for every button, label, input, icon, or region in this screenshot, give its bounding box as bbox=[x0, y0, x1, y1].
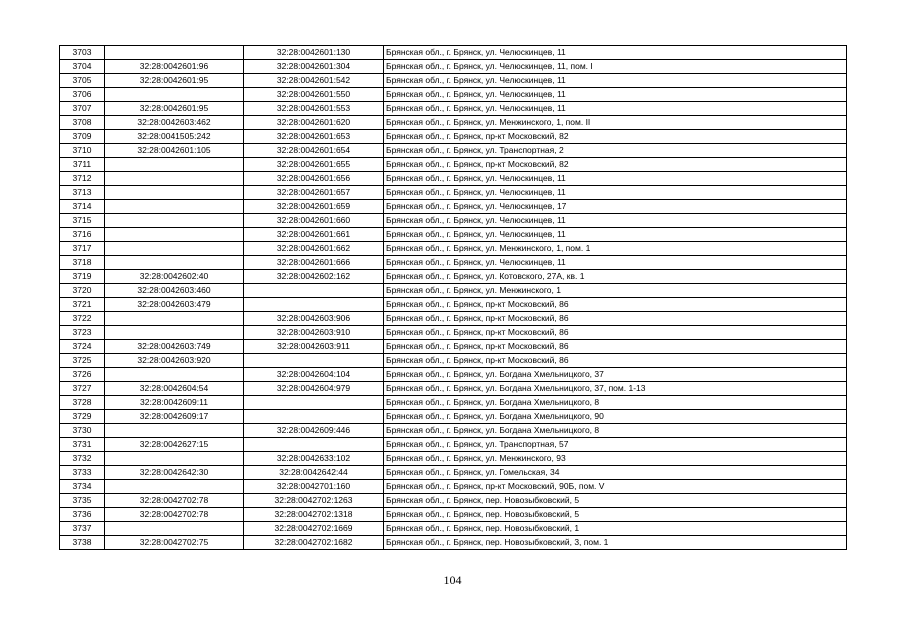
table-row bbox=[60, 480, 847, 494]
new-cadastral-number-cell bbox=[244, 298, 384, 312]
row-number-cell: 3713 bbox=[60, 186, 105, 200]
row-number-cell: 3714 bbox=[60, 200, 105, 214]
row-number-cell: 3722 bbox=[60, 312, 105, 326]
address-cell: Брянская обл., г. Брянск, пер. Новозыбковский, 5 bbox=[384, 508, 847, 522]
table-row bbox=[60, 88, 847, 102]
address-cell: Брянская обл., г. Брянск, ул. Богдана Хмельницкого, 8 bbox=[384, 396, 847, 410]
new-cadastral-number-cell: 32:28:0042702:1318 bbox=[244, 508, 384, 522]
old-cadastral-number-cell bbox=[105, 186, 244, 200]
address-cell: Брянская обл., г. Брянск, ул. Челюскинцев, 11 bbox=[384, 88, 847, 102]
new-cadastral-number-cell: 32:28:0042601:654 bbox=[244, 144, 384, 158]
table-row bbox=[60, 284, 847, 298]
row-number-cell: 3729 bbox=[60, 410, 105, 424]
new-cadastral-number-cell: 32:28:0042601:661 bbox=[244, 228, 384, 242]
old-cadastral-number-cell bbox=[105, 480, 244, 494]
table-row bbox=[60, 494, 847, 508]
row-number-cell: 3720 bbox=[60, 284, 105, 298]
new-cadastral-number-cell: 32:28:0042601:659 bbox=[244, 200, 384, 214]
old-cadastral-number-cell: 32:28:0042642:30 bbox=[105, 466, 244, 480]
row-number-cell: 3728 bbox=[60, 396, 105, 410]
old-cadastral-number-cell: 32:28:0042702:78 bbox=[105, 508, 244, 522]
row-number-cell: 3706 bbox=[60, 88, 105, 102]
row-number-cell: 3705 bbox=[60, 74, 105, 88]
table-row bbox=[60, 326, 847, 340]
address-cell: Брянская обл., г. Брянск, ул. Челюскинцев, 11 bbox=[384, 172, 847, 186]
old-cadastral-number-cell: 32:28:0041505:242 bbox=[105, 130, 244, 144]
row-number-cell: 3738 bbox=[60, 536, 105, 550]
old-cadastral-number-cell bbox=[105, 172, 244, 186]
address-cell: Брянская обл., г. Брянск, ул. Челюскинцев, 11 bbox=[384, 46, 847, 60]
new-cadastral-number-cell: 32:28:0042601:662 bbox=[244, 242, 384, 256]
row-number-cell: 3707 bbox=[60, 102, 105, 116]
new-cadastral-number-cell: 32:28:0042642:44 bbox=[244, 466, 384, 480]
table-row bbox=[60, 368, 847, 382]
new-cadastral-number-cell: 32:28:0042601:655 bbox=[244, 158, 384, 172]
old-cadastral-number-cell: 32:28:0042603:479 bbox=[105, 298, 244, 312]
new-cadastral-number-cell: 32:28:0042603:906 bbox=[244, 312, 384, 326]
row-number-cell: 3712 bbox=[60, 172, 105, 186]
old-cadastral-number-cell: 32:28:0042627:15 bbox=[105, 438, 244, 452]
address-cell: Брянская обл., г. Брянск, ул. Менжинского, 1, пом. II bbox=[384, 116, 847, 130]
table-row bbox=[60, 116, 847, 130]
address-cell: Брянская обл., г. Брянск, ул. Менжинского, 1 bbox=[384, 284, 847, 298]
row-number-cell: 3723 bbox=[60, 326, 105, 340]
table-row bbox=[60, 60, 847, 74]
row-number-cell: 3717 bbox=[60, 242, 105, 256]
row-number-cell: 3716 bbox=[60, 228, 105, 242]
new-cadastral-number-cell: 32:28:0042604:979 bbox=[244, 382, 384, 396]
address-cell: Брянская обл., г. Брянск, ул. Челюскинцев, 11 bbox=[384, 186, 847, 200]
address-cell: Брянская обл., г. Брянск, пр-кт Московский, 86 bbox=[384, 298, 847, 312]
new-cadastral-number-cell: 32:28:0042601:657 bbox=[244, 186, 384, 200]
row-number-cell: 3731 bbox=[60, 438, 105, 452]
old-cadastral-number-cell bbox=[105, 522, 244, 536]
table-row bbox=[60, 298, 847, 312]
table-row bbox=[60, 312, 847, 326]
cadastral-table bbox=[59, 45, 847, 550]
new-cadastral-number-cell: 32:28:0042603:910 bbox=[244, 326, 384, 340]
row-number-cell: 3715 bbox=[60, 214, 105, 228]
table-row bbox=[60, 452, 847, 466]
address-cell: Брянская обл., г. Брянск, ул. Челюскинцев, 11, пом. I bbox=[384, 60, 847, 74]
table-row bbox=[60, 382, 847, 396]
old-cadastral-number-cell: 32:28:0042603:749 bbox=[105, 340, 244, 354]
old-cadastral-number-cell bbox=[105, 242, 244, 256]
old-cadastral-number-cell: 32:28:0042603:462 bbox=[105, 116, 244, 130]
new-cadastral-number-cell: 32:28:0042702:1263 bbox=[244, 494, 384, 508]
table-row bbox=[60, 102, 847, 116]
row-number-cell: 3719 bbox=[60, 270, 105, 284]
old-cadastral-number-cell bbox=[105, 46, 244, 60]
new-cadastral-number-cell: 32:28:0042602:162 bbox=[244, 270, 384, 284]
row-number-cell: 3721 bbox=[60, 298, 105, 312]
address-cell: Брянская обл., г. Брянск, пер. Новозыбковский, 5 bbox=[384, 494, 847, 508]
table-row bbox=[60, 466, 847, 480]
address-cell: Брянская обл., г. Брянск, ул. Богдана Хмельницкого, 8 bbox=[384, 424, 847, 438]
new-cadastral-number-cell: 32:28:0042604:104 bbox=[244, 368, 384, 382]
old-cadastral-number-cell: 32:28:0042702:78 bbox=[105, 494, 244, 508]
table-row bbox=[60, 214, 847, 228]
table-row bbox=[60, 130, 847, 144]
new-cadastral-number-cell: 32:28:0042601:620 bbox=[244, 116, 384, 130]
new-cadastral-number-cell bbox=[244, 354, 384, 368]
old-cadastral-number-cell bbox=[105, 228, 244, 242]
new-cadastral-number-cell: 32:28:0042702:1682 bbox=[244, 536, 384, 550]
table-row bbox=[60, 508, 847, 522]
table-row bbox=[60, 410, 847, 424]
new-cadastral-number-cell: 32:28:0042701:160 bbox=[244, 480, 384, 494]
row-number-cell: 3736 bbox=[60, 508, 105, 522]
old-cadastral-number-cell: 32:28:0042603:920 bbox=[105, 354, 244, 368]
table-row bbox=[60, 200, 847, 214]
address-cell: Брянская обл., г. Брянск, пр-кт Московский, 86 bbox=[384, 340, 847, 354]
address-cell: Брянская обл., г. Брянск, ул. Менжинского, 93 bbox=[384, 452, 847, 466]
old-cadastral-number-cell: 32:28:0042601:95 bbox=[105, 102, 244, 116]
table-row bbox=[60, 536, 847, 550]
old-cadastral-number-cell bbox=[105, 312, 244, 326]
address-cell: Брянская обл., г. Брянск, ул. Богдана Хмельницкого, 37 bbox=[384, 368, 847, 382]
old-cadastral-number-cell: 32:28:0042601:95 bbox=[105, 74, 244, 88]
address-cell: Брянская обл., г. Брянск, ул. Транспортная, 2 bbox=[384, 144, 847, 158]
row-number-cell: 3709 bbox=[60, 130, 105, 144]
address-cell: Брянская обл., г. Брянск, ул. Менжинского, 1, пом. 1 bbox=[384, 242, 847, 256]
table-row bbox=[60, 256, 847, 270]
address-cell: Брянская обл., г. Брянск, ул. Богдана Хмельницкого, 37, пом. 1-13 bbox=[384, 382, 847, 396]
table-row bbox=[60, 270, 847, 284]
new-cadastral-number-cell: 32:28:0042601:660 bbox=[244, 214, 384, 228]
old-cadastral-number-cell: 32:28:0042601:105 bbox=[105, 144, 244, 158]
address-cell: Брянская обл., г. Брянск, ул. Челюскинцев, 11 bbox=[384, 214, 847, 228]
new-cadastral-number-cell: 32:28:0042609:446 bbox=[244, 424, 384, 438]
row-number-cell: 3703 bbox=[60, 46, 105, 60]
table-row bbox=[60, 396, 847, 410]
old-cadastral-number-cell: 32:28:0042601:96 bbox=[105, 60, 244, 74]
address-cell: Брянская обл., г. Брянск, пр-кт Московский, 86 bbox=[384, 354, 847, 368]
old-cadastral-number-cell: 32:28:0042609:11 bbox=[105, 396, 244, 410]
new-cadastral-number-cell: 32:28:0042601:550 bbox=[244, 88, 384, 102]
new-cadastral-number-cell: 32:28:0042601:666 bbox=[244, 256, 384, 270]
old-cadastral-number-cell bbox=[105, 200, 244, 214]
old-cadastral-number-cell: 32:28:0042604:54 bbox=[105, 382, 244, 396]
table-row bbox=[60, 158, 847, 172]
table-body bbox=[60, 46, 847, 550]
address-cell: Брянская обл., г. Брянск, ул. Челюскинцев, 11 bbox=[384, 74, 847, 88]
new-cadastral-number-cell bbox=[244, 396, 384, 410]
new-cadastral-number-cell: 32:28:0042601:130 bbox=[244, 46, 384, 60]
row-number-cell: 3737 bbox=[60, 522, 105, 536]
new-cadastral-number-cell: 32:28:0042603:911 bbox=[244, 340, 384, 354]
old-cadastral-number-cell bbox=[105, 88, 244, 102]
address-cell: Брянская обл., г. Брянск, ул. Гомельская, 34 bbox=[384, 466, 847, 480]
row-number-cell: 3726 bbox=[60, 368, 105, 382]
new-cadastral-number-cell bbox=[244, 410, 384, 424]
address-cell: Брянская обл., г. Брянск, ул. Челюскинцев, 11 bbox=[384, 228, 847, 242]
table-row bbox=[60, 424, 847, 438]
table-row bbox=[60, 172, 847, 186]
new-cadastral-number-cell: 32:28:0042702:1669 bbox=[244, 522, 384, 536]
new-cadastral-number-cell: 32:28:0042601:542 bbox=[244, 74, 384, 88]
row-number-cell: 3710 bbox=[60, 144, 105, 158]
address-cell: Брянская обл., г. Брянск, ул. Челюскинцев, 17 bbox=[384, 200, 847, 214]
old-cadastral-number-cell bbox=[105, 326, 244, 340]
address-cell: Брянская обл., г. Брянск, пр-кт Московский, 82 bbox=[384, 130, 847, 144]
address-cell: Брянская обл., г. Брянск, пр-кт Московский, 90Б, пом. V bbox=[384, 480, 847, 494]
old-cadastral-number-cell bbox=[105, 214, 244, 228]
address-cell: Брянская обл., г. Брянск, ул. Челюскинцев, 11 bbox=[384, 102, 847, 116]
address-cell: Брянская обл., г. Брянск, ул. Богдана Хмельницкого, 90 bbox=[384, 410, 847, 424]
address-cell: Брянская обл., г. Брянск, ул. Котовского, 27А, кв. 1 bbox=[384, 270, 847, 284]
old-cadastral-number-cell: 32:28:0042609:17 bbox=[105, 410, 244, 424]
old-cadastral-number-cell bbox=[105, 256, 244, 270]
row-number-cell: 3708 bbox=[60, 116, 105, 130]
table-row bbox=[60, 186, 847, 200]
row-number-cell: 3704 bbox=[60, 60, 105, 74]
row-number-cell: 3735 bbox=[60, 494, 105, 508]
table-row bbox=[60, 438, 847, 452]
address-cell: Брянская обл., г. Брянск, ул. Транспортная, 57 bbox=[384, 438, 847, 452]
new-cadastral-number-cell: 32:28:0042601:553 bbox=[244, 102, 384, 116]
table-row bbox=[60, 74, 847, 88]
row-number-cell: 3732 bbox=[60, 452, 105, 466]
new-cadastral-number-cell bbox=[244, 438, 384, 452]
table-row bbox=[60, 340, 847, 354]
row-number-cell: 3727 bbox=[60, 382, 105, 396]
row-number-cell: 3730 bbox=[60, 424, 105, 438]
old-cadastral-number-cell: 32:28:0042603:460 bbox=[105, 284, 244, 298]
address-cell: Брянская обл., г. Брянск, пр-кт Московский, 82 bbox=[384, 158, 847, 172]
table-row bbox=[60, 522, 847, 536]
row-number-cell: 3718 bbox=[60, 256, 105, 270]
address-cell: Брянская обл., г. Брянск, пр-кт Московский, 86 bbox=[384, 312, 847, 326]
row-number-cell: 3711 bbox=[60, 158, 105, 172]
page-number: 104 bbox=[443, 573, 462, 587]
old-cadastral-number-cell bbox=[105, 158, 244, 172]
row-number-cell: 3734 bbox=[60, 480, 105, 494]
old-cadastral-number-cell bbox=[105, 452, 244, 466]
new-cadastral-number-cell bbox=[244, 284, 384, 298]
old-cadastral-number-cell bbox=[105, 424, 244, 438]
table-row bbox=[60, 242, 847, 256]
table-row bbox=[60, 46, 847, 60]
table-row bbox=[60, 354, 847, 368]
address-cell: Брянская обл., г. Брянск, ул. Челюскинцев, 11 bbox=[384, 256, 847, 270]
address-cell: Брянская обл., г. Брянск, пер. Новозыбковский, 1 bbox=[384, 522, 847, 536]
row-number-cell: 3725 bbox=[60, 354, 105, 368]
table-row bbox=[60, 144, 847, 158]
row-number-cell: 3724 bbox=[60, 340, 105, 354]
new-cadastral-number-cell: 32:28:0042601:304 bbox=[244, 60, 384, 74]
address-cell: Брянская обл., г. Брянск, пер. Новозыбковский, 3, пом. 1 bbox=[384, 536, 847, 550]
address-cell: Брянская обл., г. Брянск, пр-кт Московский, 86 bbox=[384, 326, 847, 340]
old-cadastral-number-cell bbox=[105, 368, 244, 382]
new-cadastral-number-cell: 32:28:0042633:102 bbox=[244, 452, 384, 466]
old-cadastral-number-cell: 32:28:0042602:40 bbox=[105, 270, 244, 284]
old-cadastral-number-cell: 32:28:0042702:75 bbox=[105, 536, 244, 550]
new-cadastral-number-cell: 32:28:0042601:656 bbox=[244, 172, 384, 186]
table-row bbox=[60, 228, 847, 242]
row-number-cell: 3733 bbox=[60, 466, 105, 480]
new-cadastral-number-cell: 32:28:0042601:653 bbox=[244, 130, 384, 144]
